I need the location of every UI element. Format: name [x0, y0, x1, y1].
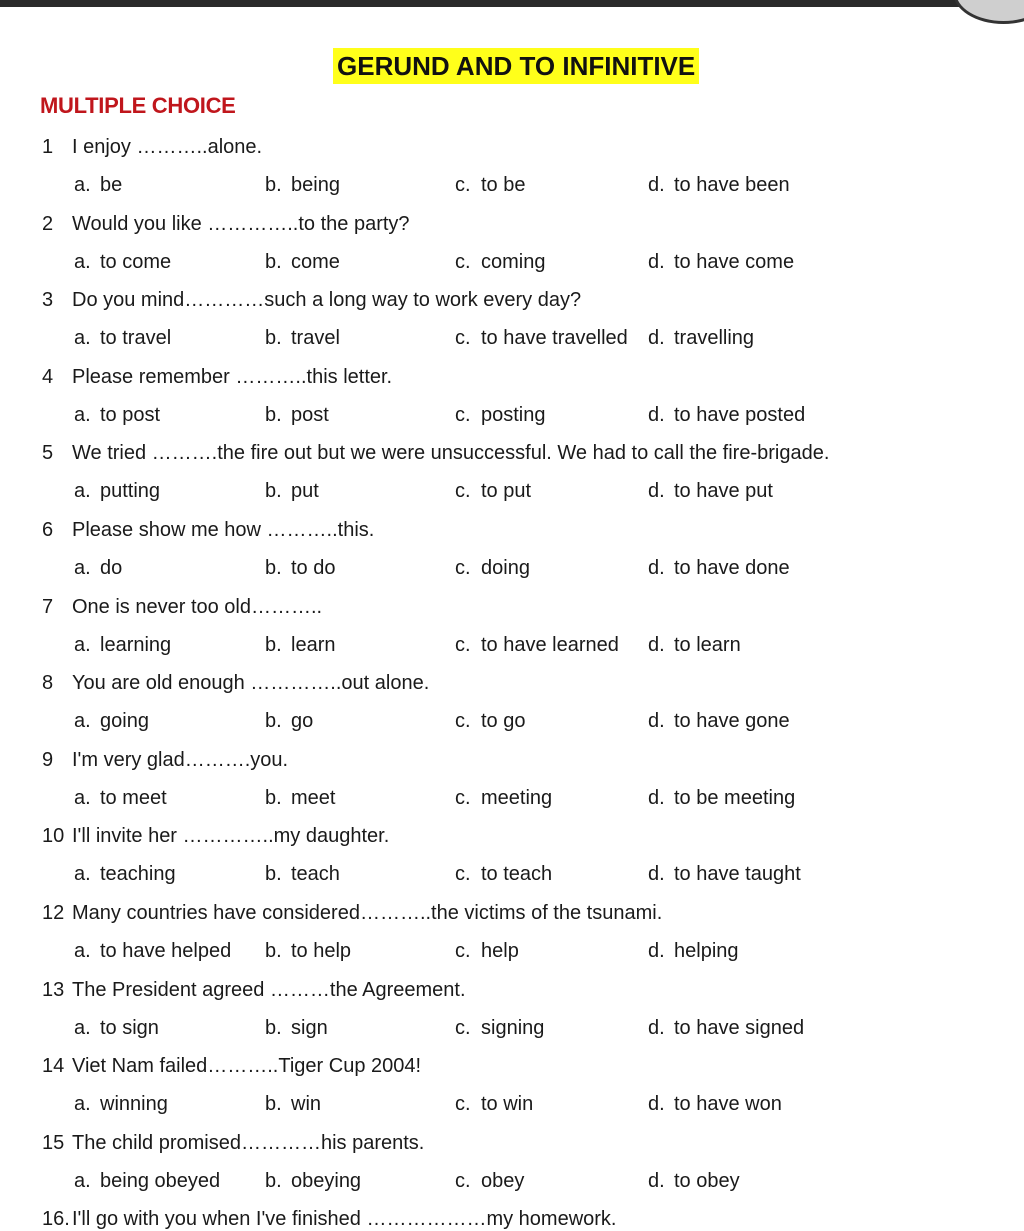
option-letter: d. — [648, 710, 665, 732]
page-title: GERUND AND TO INFINITIVE — [333, 48, 699, 84]
option-a[interactable] — [74, 173, 122, 197]
option-d[interactable] — [648, 1016, 804, 1040]
option-letter: d. — [648, 940, 665, 962]
option-letter: b. — [265, 787, 282, 809]
option-letter: a. — [74, 1170, 91, 1192]
option-text: to meet — [100, 787, 167, 809]
question-number: 7 — [42, 596, 54, 618]
option-b[interactable] — [265, 786, 335, 810]
option-letter: c. — [455, 1170, 471, 1192]
option-letter: b. — [265, 1170, 282, 1192]
option-text: to have signed — [674, 1017, 805, 1039]
option-letter: c. — [455, 940, 471, 962]
option-text: to travel — [100, 327, 172, 349]
question-stem: I'll invite her …………..my daughter. — [72, 825, 390, 847]
option-b[interactable] — [265, 556, 335, 580]
option-b[interactable] — [265, 1169, 361, 1193]
option-letter: a. — [74, 404, 91, 426]
question-number: 13 — [42, 979, 65, 1001]
option-text: learn — [291, 634, 336, 656]
question-stem: The child promised…………his parents. — [72, 1132, 425, 1154]
option-text: teaching — [100, 863, 176, 885]
option-text: to learn — [674, 634, 741, 656]
option-c[interactable] — [455, 709, 525, 733]
question-7 — [42, 595, 322, 619]
option-text: to teach — [481, 863, 553, 885]
option-a[interactable] — [74, 1092, 168, 1116]
option-letter: a. — [74, 863, 91, 885]
option-c[interactable] — [455, 786, 552, 810]
option-a[interactable] — [74, 709, 149, 733]
option-letter: c. — [455, 557, 471, 579]
option-letter: a. — [74, 787, 91, 809]
option-a[interactable] — [74, 862, 176, 886]
option-letter: b. — [265, 863, 282, 885]
option-d[interactable] — [648, 709, 790, 733]
option-text: to do — [291, 557, 336, 579]
question-number: 16. — [42, 1208, 70, 1230]
option-text: do — [100, 557, 123, 579]
option-text: to be meeting — [674, 787, 796, 809]
option-letter: b. — [265, 327, 282, 349]
option-text: to sign — [100, 1017, 159, 1039]
question-4 — [42, 365, 392, 389]
question-stem: Many countries have considered………..the victims of the tsunami. — [72, 902, 663, 924]
option-text: learning — [100, 634, 172, 656]
question-number: 10 — [42, 825, 65, 847]
option-text: to have travelled — [481, 327, 628, 349]
option-b[interactable] — [265, 862, 340, 886]
option-text: putting — [100, 480, 161, 502]
option-text: to have done — [674, 557, 790, 579]
option-text: post — [291, 404, 329, 426]
option-text: sign — [291, 1017, 328, 1039]
option-letter: a. — [74, 557, 91, 579]
question-stem: We tried ……….the fire out but we were unsuccessful. We had to call the fire-brigade. — [72, 442, 830, 464]
option-text: to have put — [674, 480, 773, 502]
option-text: come — [291, 251, 340, 273]
question-12 — [42, 901, 662, 925]
option-text: winning — [100, 1093, 168, 1115]
option-text: travelling — [674, 327, 755, 349]
option-d[interactable] — [648, 556, 790, 580]
option-a[interactable] — [74, 326, 171, 350]
option-text: signing — [481, 1017, 545, 1039]
question-stem: Please remember ………..this letter. — [72, 366, 393, 388]
option-letter: c. — [455, 404, 471, 426]
option-letter: d. — [648, 1017, 665, 1039]
option-text: obey — [481, 1170, 525, 1192]
option-text: meet — [291, 787, 336, 809]
option-b[interactable] — [265, 173, 340, 197]
option-letter: b. — [265, 251, 282, 273]
option-text: being obeyed — [100, 1170, 221, 1192]
question-number: 5 — [42, 442, 54, 464]
option-text: teach — [291, 863, 340, 885]
option-letter: b. — [265, 634, 282, 656]
option-c[interactable] — [455, 173, 525, 197]
option-a[interactable] — [74, 556, 122, 580]
option-b[interactable] — [265, 250, 340, 274]
question-stem: The President agreed ………the Agreement. — [72, 979, 466, 1001]
option-text: to be — [481, 174, 526, 196]
option-letter: a. — [74, 1017, 91, 1039]
option-letter: b. — [265, 174, 282, 196]
question-10 — [42, 824, 389, 848]
option-text: to post — [100, 404, 161, 426]
option-letter: a. — [74, 710, 91, 732]
option-c[interactable] — [455, 939, 519, 963]
option-c[interactable] — [455, 403, 546, 427]
question-5 — [42, 441, 829, 465]
option-text: to put — [481, 480, 532, 502]
option-c[interactable] — [455, 1092, 533, 1116]
option-b[interactable] — [265, 709, 313, 733]
option-letter: d. — [648, 327, 665, 349]
option-d[interactable] — [648, 173, 790, 197]
option-c[interactable] — [455, 862, 552, 886]
option-c[interactable] — [455, 479, 531, 503]
option-letter: c. — [455, 863, 471, 885]
option-text: put — [291, 480, 319, 502]
question-number: 2 — [42, 213, 54, 235]
top-edge-bar — [0, 0, 1024, 7]
option-letter: c. — [455, 1017, 471, 1039]
question-1 — [42, 135, 262, 159]
option-text: to have come — [674, 251, 795, 273]
option-a[interactable] — [74, 939, 231, 963]
option-text: coming — [481, 251, 546, 273]
option-letter: d. — [648, 480, 665, 502]
option-a[interactable] — [74, 403, 160, 427]
option-text: travel — [291, 327, 340, 349]
question-number: 9 — [42, 749, 54, 771]
option-letter: b. — [265, 480, 282, 502]
option-letter: c. — [455, 1093, 471, 1115]
option-letter: d. — [648, 251, 665, 273]
option-text: to obey — [674, 1170, 740, 1192]
option-text: going — [100, 710, 149, 732]
option-b[interactable] — [265, 1016, 328, 1040]
question-number: 14 — [42, 1055, 65, 1077]
option-d[interactable] — [648, 1169, 740, 1193]
option-letter: d. — [648, 787, 665, 809]
option-c[interactable] — [455, 326, 628, 350]
option-d[interactable] — [648, 326, 754, 350]
option-text: meeting — [481, 787, 553, 809]
question-stem: I'm very glad……….you. — [72, 749, 289, 771]
option-letter: a. — [74, 174, 91, 196]
option-text: doing — [481, 557, 530, 579]
option-text: go — [291, 710, 314, 732]
question-stem: Do you mind…………such a long way to work every day? — [72, 289, 582, 311]
option-letter: c. — [455, 174, 471, 196]
question-number: 12 — [42, 902, 65, 924]
option-text: to have gone — [674, 710, 790, 732]
option-d[interactable] — [648, 633, 741, 657]
option-c[interactable] — [455, 633, 619, 657]
option-a[interactable] — [74, 1016, 159, 1040]
option-letter: c. — [455, 327, 471, 349]
option-letter: a. — [74, 480, 91, 502]
option-d[interactable] — [648, 403, 805, 427]
option-d[interactable] — [648, 862, 801, 886]
option-text: to have posted — [674, 404, 806, 426]
option-d[interactable] — [648, 1092, 782, 1116]
option-letter: c. — [455, 251, 471, 273]
option-text: to have helped — [100, 940, 232, 962]
option-letter: c. — [455, 480, 471, 502]
option-text: to have taught — [674, 863, 801, 885]
option-letter: d. — [648, 634, 665, 656]
question-14 — [42, 1054, 421, 1078]
question-number: 6 — [42, 519, 54, 541]
option-letter: c. — [455, 634, 471, 656]
option-letter: c. — [455, 710, 471, 732]
option-c[interactable] — [455, 556, 530, 580]
question-number: 1 — [42, 136, 54, 158]
option-text: posting — [481, 404, 546, 426]
option-c[interactable] — [455, 1016, 544, 1040]
option-a[interactable] — [74, 250, 171, 274]
question-stem: I'll go with you when I've finished ………………my homework. — [72, 1208, 617, 1230]
question-stem: Please show me how ………..this. — [72, 519, 375, 541]
option-text: be — [100, 174, 123, 196]
option-a[interactable] — [74, 479, 160, 503]
page-corner-decoration — [953, 0, 1024, 24]
option-c[interactable] — [455, 250, 545, 274]
option-letter: c. — [455, 787, 471, 809]
option-b[interactable] — [265, 633, 335, 657]
question-16 — [42, 1207, 617, 1231]
question-2 — [42, 212, 410, 236]
option-letter: a. — [74, 1093, 91, 1115]
option-d[interactable] — [648, 250, 794, 274]
question-8 — [42, 671, 429, 695]
option-d[interactable] — [648, 786, 795, 810]
option-text: helping — [674, 940, 739, 962]
question-number: 4 — [42, 366, 54, 388]
option-text: to have learned — [481, 634, 619, 656]
question-number: 8 — [42, 672, 54, 694]
option-text: obeying — [291, 1170, 362, 1192]
question-3 — [42, 288, 581, 312]
option-letter: a. — [74, 634, 91, 656]
question-15 — [42, 1131, 424, 1155]
option-letter: b. — [265, 404, 282, 426]
option-letter: b. — [265, 557, 282, 579]
option-text: to help — [291, 940, 352, 962]
question-number: 15 — [42, 1132, 65, 1154]
option-text: win — [291, 1093, 322, 1115]
question-stem: I enjoy ………..alone. — [72, 136, 263, 158]
option-a[interactable] — [74, 633, 171, 657]
option-text: to have been — [674, 174, 790, 196]
option-b[interactable] — [265, 479, 319, 503]
option-text: to have won — [674, 1093, 782, 1115]
option-b[interactable] — [265, 403, 329, 427]
option-text: help — [481, 940, 519, 962]
option-letter: d. — [648, 1093, 665, 1115]
option-d[interactable] — [648, 939, 739, 963]
option-letter: a. — [74, 327, 91, 349]
section-heading: MULTIPLE CHOICE — [40, 93, 236, 118]
question-number: 3 — [42, 289, 54, 311]
option-b[interactable] — [265, 1092, 321, 1116]
question-stem: One is never too old……….. — [72, 596, 323, 618]
question-6 — [42, 518, 374, 542]
option-letter: d. — [648, 174, 665, 196]
option-letter: b. — [265, 1017, 282, 1039]
option-letter: a. — [74, 251, 91, 273]
option-a[interactable] — [74, 1169, 220, 1193]
question-stem: You are old enough …………..out alone. — [72, 672, 430, 694]
option-letter: d. — [648, 557, 665, 579]
option-b[interactable] — [265, 939, 351, 963]
option-a[interactable] — [74, 786, 167, 810]
option-text: being — [291, 174, 340, 196]
option-c[interactable] — [455, 1169, 524, 1193]
option-text: to come — [100, 251, 172, 273]
option-letter: b. — [265, 710, 282, 732]
question-13 — [42, 978, 466, 1002]
question-stem: Viet Nam failed………..Tiger Cup 2004! — [72, 1055, 422, 1077]
option-text: to go — [481, 710, 526, 732]
question-stem: Would you like …………..to the party? — [72, 213, 410, 235]
option-d[interactable] — [648, 479, 773, 503]
option-letter: a. — [74, 940, 91, 962]
option-letter: b. — [265, 940, 282, 962]
option-letter: d. — [648, 404, 665, 426]
option-b[interactable] — [265, 326, 340, 350]
option-letter: b. — [265, 1093, 282, 1115]
option-letter: d. — [648, 863, 665, 885]
question-9 — [42, 748, 288, 772]
option-text: to win — [481, 1093, 534, 1115]
option-letter: d. — [648, 1170, 665, 1192]
